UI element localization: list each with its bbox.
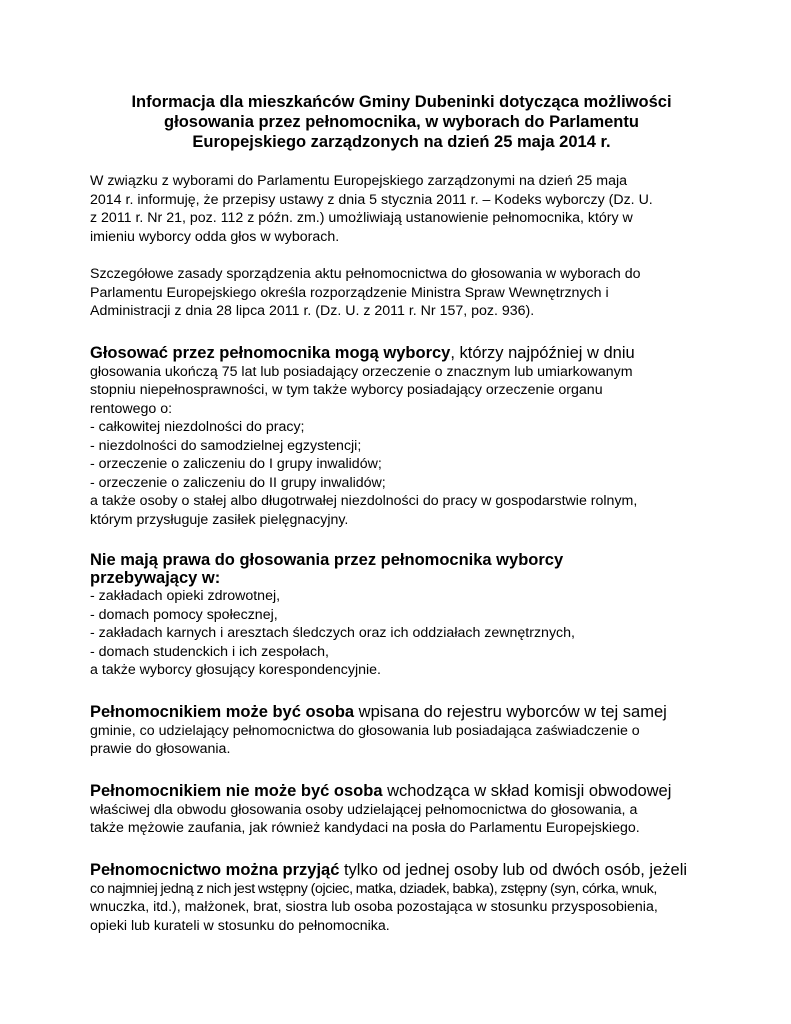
- text-line: Parlamentu Europejskiego określa rozporządzenie Ministra Spraw Wewnętrznych i: [90, 284, 609, 301]
- section-lead: Pełnomocnikiem nie może być osoba: [90, 781, 383, 800]
- text-line: właściwej dla obwodu głosowania osoby udzielającej pełnomocnictwa do głosowania, a: [90, 801, 638, 818]
- section-lead-rest: wpisana do rejestru wyborców w tej samej: [354, 702, 667, 721]
- list-item: - domach pomocy społecznej,: [90, 606, 278, 623]
- section-heading: Nie mają prawa do głosowania przez pełnomocnika wyborcy: [90, 551, 564, 569]
- section-lead-line: [90, 702, 713, 722]
- text-line: opieki lub kurateli w stosunku do pełnomocnika.: [90, 917, 390, 934]
- title-line: głosowania przez pełnomocnika, w wyborach do Parlamentu: [164, 113, 639, 131]
- list-item: - orzeczenie o zaliczeniu do I grupy inwalidów;: [90, 456, 382, 472]
- proxy-exclusion-section: [90, 781, 713, 838]
- section-lead-rest: wchodząca w skład komisji obwodowej: [382, 781, 672, 800]
- list-item: - całkowitej niezdolności do pracy;: [90, 419, 305, 435]
- text-line: W związku z wyborami do Parlamentu Europejskiego zarządzonymi na dzień 25 maja: [90, 173, 628, 189]
- text-line: Administracji z dnia 28 lipca 2011 r. (Dz. U. z 2011 r. Nr 157, poz. 936).: [90, 303, 535, 319]
- text-line: gminie, co udzielający pełnomocnictwa do głosowania lub posiadająca zaświadczenie o: [90, 722, 640, 739]
- proxy-acceptance-section: [90, 860, 713, 936]
- text-line: także mężowie zaufania, jak również kandydaci na posła do Parlamentu Europejskiego.: [90, 820, 640, 836]
- text-line: a także osoby o stałej albo długotrwałej niezdolności do pracy w gospodarstwie rolnym,: [90, 493, 638, 509]
- text-line: rentowego o:: [90, 400, 173, 417]
- text-line: imieniu wyborcy odda głos w wyborach.: [90, 228, 340, 245]
- text-line: z 2011 r. Nr 21, poz. 112 z późn. zm.) umożliwiają ustanowienie pełnomocnika, który w: [90, 210, 633, 226]
- text-line: 2014 r. informuję, że przepisy ustawy z dnia 5 stycznia 2011 r. – Kodeks wyborczy (Dz. U.: [90, 191, 653, 208]
- text-line: głosowania ukończą 75 lat lub posiadający orzeczenie o znacznym lub umiarkowanym: [90, 363, 633, 380]
- section-lead-line: [90, 781, 713, 801]
- list-item: - orzeczenie o zaliczeniu do II grupy inwalidów;: [90, 474, 386, 491]
- section-lead: Głosować przez pełnomocnika mogą wyborcy: [90, 343, 451, 362]
- document-title: [90, 92, 713, 152]
- document-page: [90, 92, 713, 935]
- title-line: Informacja dla mieszkańców Gminy Dubeninki dotycząca możliwości: [131, 93, 672, 111]
- text-line: Szczegółowe zasady sporządzenia aktu pełnomocnictwa do głosowania w wyborach do: [90, 266, 641, 282]
- text-line: stopniu niepełnosprawności, w tym także wyborcy posiadający orzeczenie organu: [90, 382, 603, 398]
- section-lead: Pełnomocnikiem może być osoba: [90, 702, 355, 721]
- list-item: - domach studenckich i ich zespołach,: [90, 643, 329, 660]
- text-line: którym przysługuje zasiłek pielęgnacyjny.: [90, 511, 349, 528]
- regulation-paragraph: [90, 265, 713, 321]
- title-line: Europejskiego zarządzonych na dzień 25 maja 2014 r.: [192, 133, 611, 151]
- section-heading: przebywający w:: [90, 569, 221, 587]
- text-line: a także wyborcy głosujący korespondencyjnie.: [90, 662, 381, 678]
- section-lead-line: [90, 343, 713, 363]
- section-lead-line: [90, 860, 713, 880]
- section-lead-rest: , którzy najpóźniej w dniu: [450, 343, 635, 362]
- excluded-voters-section: [90, 551, 713, 680]
- list-item: - zakładach opieki zdrowotnej,: [90, 588, 281, 604]
- intro-paragraph: [90, 172, 713, 246]
- list-item: - niezdolności do samodzielnej egzystencji;: [90, 437, 362, 454]
- section-lead-rest: tylko od jednej osoby lub od dwóch osób, jeżeli: [339, 860, 688, 879]
- text-line: co najmniej jedną z nich jest wstępny (ojciec, matka, dziadek, babka), zstępny (syn, córka, wnuk,: [90, 880, 658, 897]
- proxy-eligibility-section: [90, 702, 713, 759]
- text-line: wnuczka, itd.), małżonek, brat, siostra lub osoba pozostająca w stosunku przysposobienia,: [90, 899, 658, 915]
- section-lead: Pełnomocnictwo można przyjąć: [90, 860, 340, 879]
- list-item: - zakładach karnych i aresztach śledczych oraz ich oddziałach zewnętrznych,: [90, 625, 575, 641]
- eligible-voters-section: [90, 343, 713, 530]
- text-line: prawie do głosowania.: [90, 741, 231, 757]
